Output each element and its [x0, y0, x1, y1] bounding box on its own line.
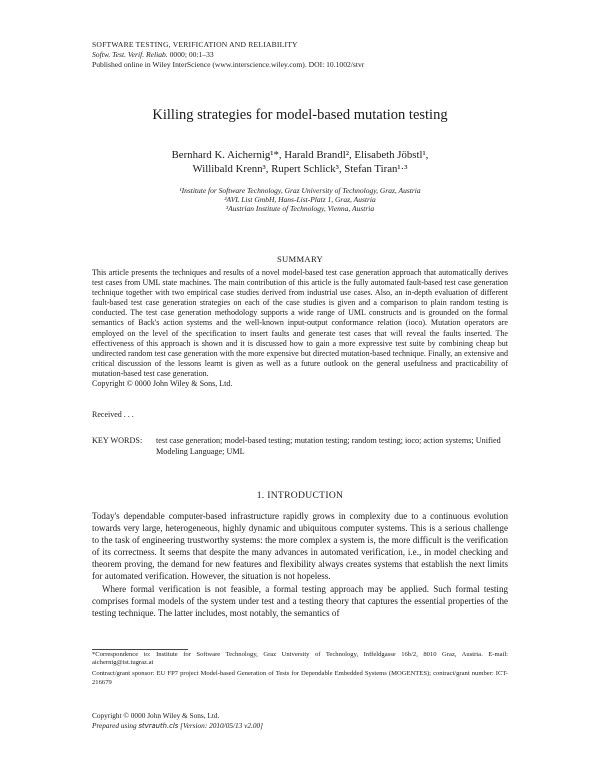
introduction-body	[92, 510, 508, 619]
page-footer	[92, 711, 508, 731]
author-line-2: Willibald Krenn³, Rupert Schlick³, Stefan Tiran¹·³	[192, 163, 408, 175]
class-file-name: stvrauth.cls	[138, 722, 179, 730]
affiliations	[92, 186, 508, 213]
citation-volume: 0000; 00:1–33	[167, 50, 214, 59]
summary-copyright: Copyright © 0000 John Wiley & Sons, Ltd.	[92, 379, 233, 389]
keywords-text: test case generation; model-based testing; mutation testing; random testing; ioco; action systems; Unified Modeling Language; UML	[156, 436, 501, 456]
footer-copyright: Copyright © 0000 John Wiley & Sons, Ltd.	[92, 711, 220, 720]
summary-heading: SUMMARY	[276, 254, 324, 264]
footer-prepared	[92, 721, 508, 731]
keywords-label: KEY WORDS:	[92, 436, 143, 445]
class-version: [Version: 2010/05/13 v2.00]	[178, 721, 264, 730]
author-line-1: Bernhard K. Aichernig¹*, Harald Brandl², Elisabeth Jöbstl¹,	[171, 149, 429, 161]
summary-text: This article presents the techniques and results of a novel model-based test case generation approach that automatically derives test cases from UML state machines. The main contribution of this article is the fully automated fault-based test case generation technique together with two empirical case studies derived from industrial use cases. Also, an in-depth evaluation of different fault-based test case generation strategies on each of the case studies is given and a comparison to plain random testing is conducted. The test case generation methodology supports a wide range of UML constructs and is grounded on the formal semantics of Back's action systems and the well-known input-output conformance relation (ioco). Mutation operators are employed on the level of the specification to insert faults and generate test cases that will reveal the faults inserted. The effectiveness of this approach is shown and it is discussed how to gain a more expressive test suite by combining cheap but undirected random test case generation with the more expensive but directed mutation-based technique. Finally, an extensive and critical discussion of the lessons learnt is given as well as a future outlook on the general usefulness and practicability of mutation-based test case generation.	[92, 268, 508, 378]
paper-title: Killing strategies for model-based mutation testing	[152, 107, 448, 123]
paragraph-2: Where formal verification is not feasible, a formal testing approach may be applied. Such formal testing comprises formal models of the system under test and a testing theory that captures the essential properties of the testing technique. The latter includes, most notably, the semantics of	[92, 583, 508, 618]
received-note: Received . . .	[92, 410, 134, 419]
correspondence-footnote: *Correspondence to: Institute for Software Technology, Graz University of Technology, Inffeldgasse 16b/2, 8010 Graz, Austria. E-mail: aichernig@ist.tugraz.at	[92, 651, 508, 667]
citation-abbrev: Softw. Test. Verif. Reliab.	[92, 50, 168, 59]
author-list	[92, 148, 508, 176]
affiliation-1: ¹Institute for Software Technology, Graz University of Technology, Graz, Austria	[179, 186, 421, 195]
journal-header	[92, 40, 512, 70]
grant-footnote: Contract/grant sponsor: EU FP7 project Model-based Generation of Tests for Dependable Embedded Systems (MOGENTES); contract/grant number: ICT-216679	[92, 670, 508, 686]
publication-note: Published online in Wiley InterScience (www.interscience.wiley.com). DOI: 10.1002/stvr	[92, 60, 365, 69]
summary-block	[92, 268, 508, 389]
section-heading: 1. INTRODUCTION	[256, 490, 344, 501]
paragraph-1: Today's dependable computer-based infrastructure rapidly grows in complexity due to a continuous evolution towards very large, heterogeneous, highly dynamic and ubiquitous computer systems. This is a serious challenge to the task of engineering trustworthy systems: the more complex a system is, the more difficult is the verification of its correctness. It seems that despite the many advances in automated verification, i.e., in model checking and theorem proving, the demand for new features and flexibility always creates systems that establish the next limits for automated verification. However, the situation is not hopeless.	[92, 511, 508, 582]
footnotes	[92, 651, 508, 690]
footnote-rule	[92, 649, 188, 650]
journal-name: SOFTWARE TESTING, VERIFICATION AND RELIABILITY	[92, 40, 298, 49]
affiliation-2: ²AVL List GmbH, Hans-List-Platz 1, Graz, Austria	[224, 195, 376, 204]
journal-citation	[92, 50, 512, 60]
prepared-label: Prepared using	[92, 721, 139, 730]
affiliation-3: ³Austrian Institute of Technology, Vienna, Austria	[225, 204, 375, 213]
